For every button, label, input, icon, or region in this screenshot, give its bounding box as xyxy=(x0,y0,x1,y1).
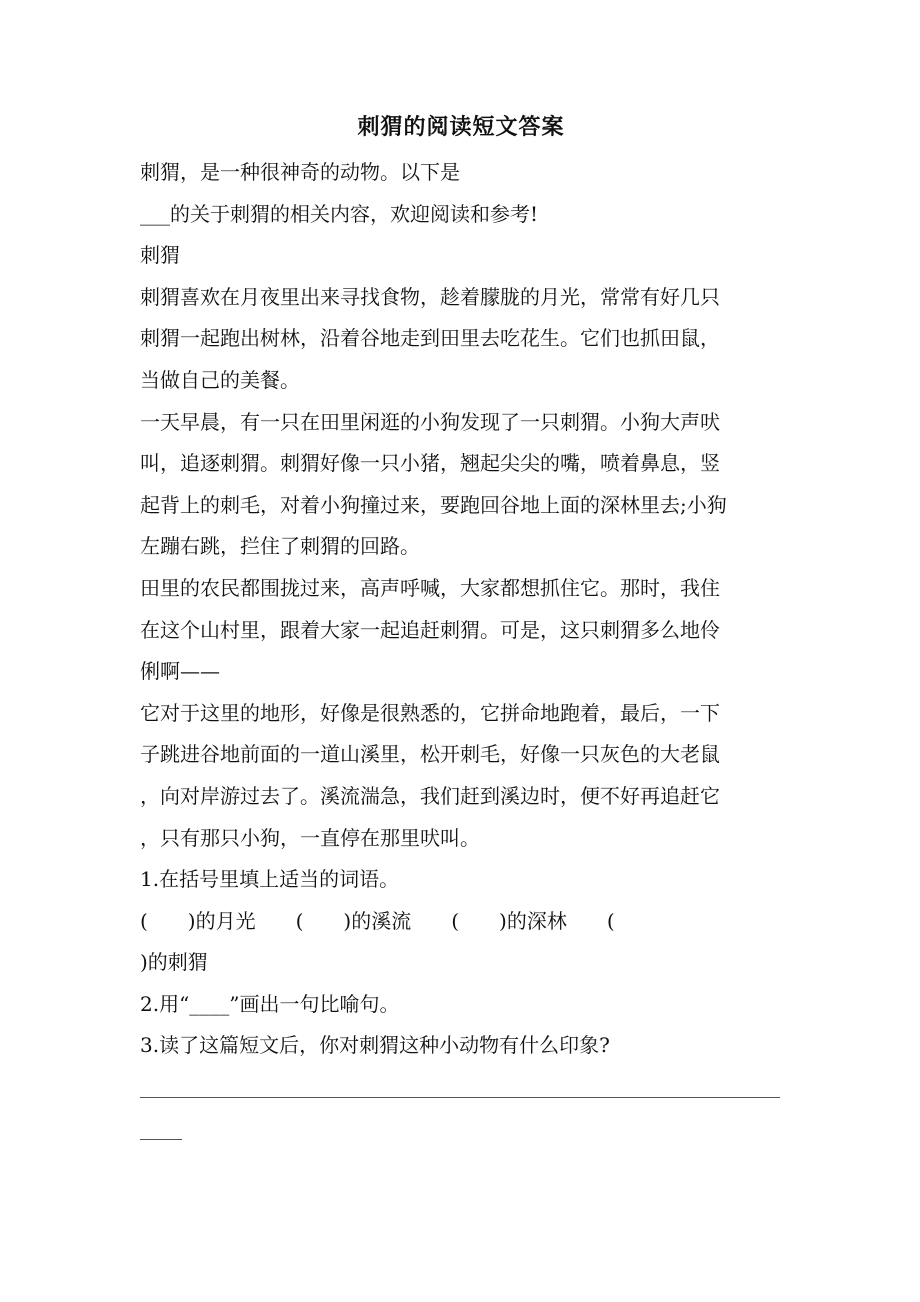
text-line: ___的关于刺猬的相关内容，欢迎阅读和参考! xyxy=(140,201,539,226)
question-1: 1.在括号里填上适当的词语。 xyxy=(140,867,400,892)
answer-line-continued xyxy=(140,1109,782,1151)
text-line: 叫，追逐刺猬。刺猬好像一只小猪，翘起尖尖的嘴，喷着鼻息，竖 xyxy=(140,451,720,476)
text-line: 当做自己的美餐。 xyxy=(140,367,300,392)
text-line: 左蹦右跳，拦住了刺猬的回路。 xyxy=(140,534,420,559)
answer-line-rule-short xyxy=(140,1139,182,1140)
text-line: 子跳进谷地前面的一道山溪里，松开刺毛，好像一只灰色的大老鼠 xyxy=(140,742,720,767)
text-line: 它对于这里的地形，好像是很熟悉的，它拼命地跑着，最后，一下 xyxy=(140,700,720,725)
question-3: 3.读了这篇短文后，你对刺猬这种小动物有什么印象? xyxy=(140,1033,610,1058)
document-title: 刺猬的阅读短文答案 xyxy=(357,114,565,140)
question-1-blanks-continued: )的刺猬 xyxy=(140,950,208,975)
text-line: 刺猬，是一种很神奇的动物。以下是 xyxy=(140,160,460,184)
document-page xyxy=(140,112,782,1150)
text-line: 一天早晨，有一只在田里闲逛的小狗发现了一只刺猬。小狗大声吠 xyxy=(140,409,720,434)
question-2: 2.用“____”画出一句比喻句。 xyxy=(140,991,400,1016)
answer-line xyxy=(140,1067,782,1109)
text-line: 起背上的刺毛，对着小狗撞过来，要跑回谷地上面的深林里去;小狗 xyxy=(140,492,727,517)
question-1-blanks: ( )的月光 ( )的溪流 ( )的深林 ( xyxy=(140,908,615,933)
text-line: 在这个山村里，跟着大家一起追赶刺猬。可是，这只刺猬多么地伶 xyxy=(140,617,720,642)
text-line: 俐啊—— xyxy=(140,659,220,684)
text-line: 刺猬喜欢在月夜里出来寻找食物，趁着朦胧的月光，常常有好几只 xyxy=(140,284,720,309)
text-line: ，只有那只小狗，一直停在那里吠叫。 xyxy=(140,825,480,850)
text-line: 刺猬一起跑出树林，沿着谷地走到田里去吃花生。它们也抓田鼠， xyxy=(140,326,720,351)
text-line: 田里的农民都围拢过来，高声呼喊，大家都想抓住它。那时，我住 xyxy=(140,575,720,600)
answer-line-rule xyxy=(140,1097,780,1098)
text-line: ，向对岸游过去了。溪流湍急，我们赶到溪边时，便不好再追赶它 xyxy=(140,783,720,808)
section-heading: 刺猬 xyxy=(140,243,180,268)
